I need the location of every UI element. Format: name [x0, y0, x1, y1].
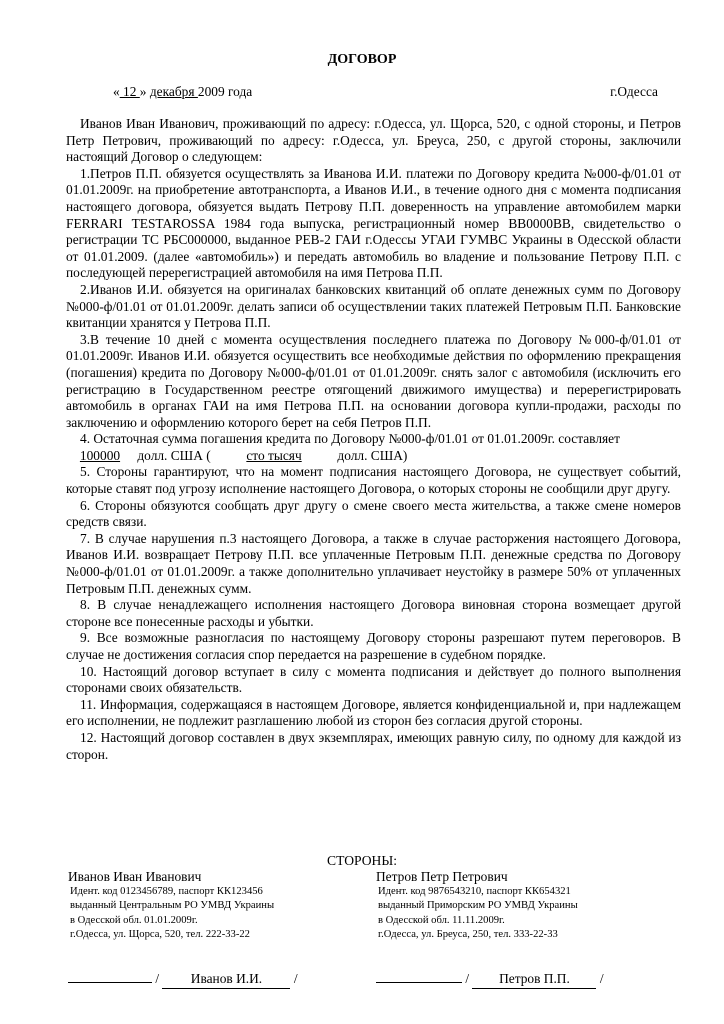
- party-right-name: Петров Петр Петрович: [376, 869, 508, 884]
- party-right-issuer: выданный Приморским РО УМВД Украины: [378, 900, 578, 912]
- date-close-quote: »: [139, 84, 147, 99]
- sum-line: [66, 448, 681, 465]
- party-right-address: г.Одесса, ул. Бреуса, 250, тел. 333-22-33: [378, 929, 558, 941]
- document-title: ДОГОВОР: [327, 52, 397, 67]
- sum-currency-1: долл. США (: [137, 447, 211, 463]
- party-right-id: Идент. код 9876543210, паспорт КК654321: [378, 886, 571, 897]
- party-ivanov: [68, 869, 274, 943]
- date-day: 12: [119, 84, 140, 99]
- party-petrov: [376, 869, 578, 943]
- party-right-issue-date: в Одесской обл. 11.11.2009г.: [378, 914, 505, 926]
- signature-separator-right-2: /: [599, 971, 604, 986]
- clause-12: 12. Настоящий договор составлен в двух экземплярах, имеющих равную силу, по одному для каждой из сторон.: [66, 729, 681, 762]
- party-left-address: г.Одесса, ул. Щорса, 520, тел. 222-33-22: [70, 929, 250, 941]
- signature-separator-left-1: /: [155, 971, 160, 986]
- signature-block-left: [68, 968, 298, 989]
- date-open-quote: «: [113, 84, 120, 99]
- signature-name-left: Иванов И.И.: [162, 971, 290, 989]
- party-left-issuer: выданный Центральным РО УМВД Украины: [70, 900, 275, 912]
- party-left-issue-date: в Одесской обл. 01.01.2009г.: [70, 914, 198, 926]
- signature-separator-left-2: /: [293, 971, 298, 986]
- parties-heading: СТОРОНЫ:: [327, 853, 397, 868]
- clause-8: 8. В случае ненадлежащего исполнения настоящего Договора виновная сторона возмещает другой стороне все понесенные расходы и убытки.: [66, 597, 681, 629]
- clause-2: 2.Иванов И.И. обязуется на оригиналах банковских квитанций об оплате денежных сумм по Договору №000-ф/01.01 от 01.01.2009г. делать записи об осуществлении таких платежей Петровым П.П. Банковские квитанции хранятся у Петрова П.П.: [66, 281, 681, 331]
- signature-line-left: [68, 968, 152, 983]
- date-month: декабря: [149, 84, 198, 99]
- signature-separator-right-1: /: [465, 971, 470, 986]
- party-left-details: [68, 885, 274, 943]
- contract-body: [66, 116, 681, 763]
- contract-date: [113, 84, 252, 101]
- signature-name-right: Петров П.П.: [472, 971, 596, 989]
- clause-6: 6. Стороны обязуются сообщать друг другу о смене своего места жительства, а также смене номеров средств связи.: [66, 497, 681, 530]
- clause-5: 5. Стороны гарантируют, что на момент подписания настоящего Договора, не существует событий, которые ставят под угрозу исполнение настоящего Договора, о которых стороны не сообщили друг другу.: [66, 464, 681, 497]
- preamble: Иванов Иван Иванович, проживающий по адресу: г.Одесса, ул. Щорса, 520, с одной стороны, и Петров Петр Петрович, проживающий по адресу: г.Одесса, ул. Бреуса, 250, с другой стороны, заключили настоящий Договор о следующем:: [66, 116, 681, 165]
- signature-block-right: [376, 968, 604, 989]
- clause-10: 10. Настоящий договор вступает в силу с момента подписания и действует до полного выполнения сторонами своих обязательств.: [66, 663, 681, 696]
- clause-7: 7. В случае нарушения п.3 настоящего Договора, а также в случае расторжения настоящего Договора, Иванов И.И. возвращает Петрову П.П. все уплаченные Петровым П.П. денежные средства по Договору №000-ф/01.01 от 01.01.2009г. а также дополнительно уплачивает неустойку в размере 50% от уплаченных Петровым П.П. денежных сумм.: [66, 530, 681, 596]
- party-left-name: Иванов Иван Иванович: [68, 869, 202, 884]
- sum-currency-2: долл. США): [337, 447, 408, 463]
- party-left-id: Идент. код 0123456789, паспорт КК123456: [70, 886, 263, 897]
- date-year: 2009 года: [197, 84, 253, 99]
- clause-1: 1.Петров П.П. обязуется осуществлять за Иванова И.И. платежи по Договору кредита №000-ф/01.01 от 01.01.2009г. на приобретение автотранспорта, а Иванов И.И., в течение одного дня с момента подписания настоящего договора, обязуется выдать Петрову П.П. доверенность на управление автомобилем марки FERRARI TESTAROSSA 1984 года выпуска, регистрационный номер ВВ0000ВВ, свидетельство о регистрации ТС РБС000000, выданное РЕВ-2 ГАИ г.Одессы УГАИ ГУМВС Украины в Одесской области от 01.01.2009. (далее «автомобиль») и передать автомобиль во владение и пользование Петрову П.П. с последующей перерегистрацией автомобиля на имя Петрова П.П.: [66, 165, 681, 281]
- date-line: [113, 84, 658, 101]
- clause-9: 9. Все возможные разногласия по настоящему Договору стороны разрешают путем переговоров. В случае не достижения согласия спор передается на разрешение в судебном порядке.: [66, 630, 681, 662]
- contract-city: г.Одесса: [610, 84, 658, 99]
- clause-4: 4. Остаточная сумма погашения кредита по Договору №000-ф/01.01 от 01.01.2009г. составляет: [80, 431, 620, 447]
- sum-amount-numeric: 100000: [79, 447, 121, 463]
- clause-11: 11. Информация, содержащаяся в настоящем Договоре, является конфиденциальной и, при надлежащем его исполнении, не подлежит разглашению любой из сторон без согласия другой стороны.: [66, 696, 681, 729]
- party-right-details: [376, 885, 578, 943]
- clause-3: 3.В течение 10 дней с момента осуществления последнего платежа по Договору №000-ф/01.01 от 01.01.2009г. Иванов И.И. обязуется осуществить все необходимые действия по оформлению прекращения (погашения) кредита по Договору №000-ф/01.01 от 01.01.2009г. снять залог с автомобиля (исключить его регистрацию в Государственном реестре отягощений движимого имущества) и перерегистрировать автомобиль в органах ГАИ на имя Петрова П.П. на основании договора купли-продажи, расходы по заключению и оформлению которого берет на себя Петров П.П.: [66, 331, 681, 430]
- sum-amount-words: сто тысяч: [246, 447, 302, 463]
- signature-line-right: [376, 968, 462, 983]
